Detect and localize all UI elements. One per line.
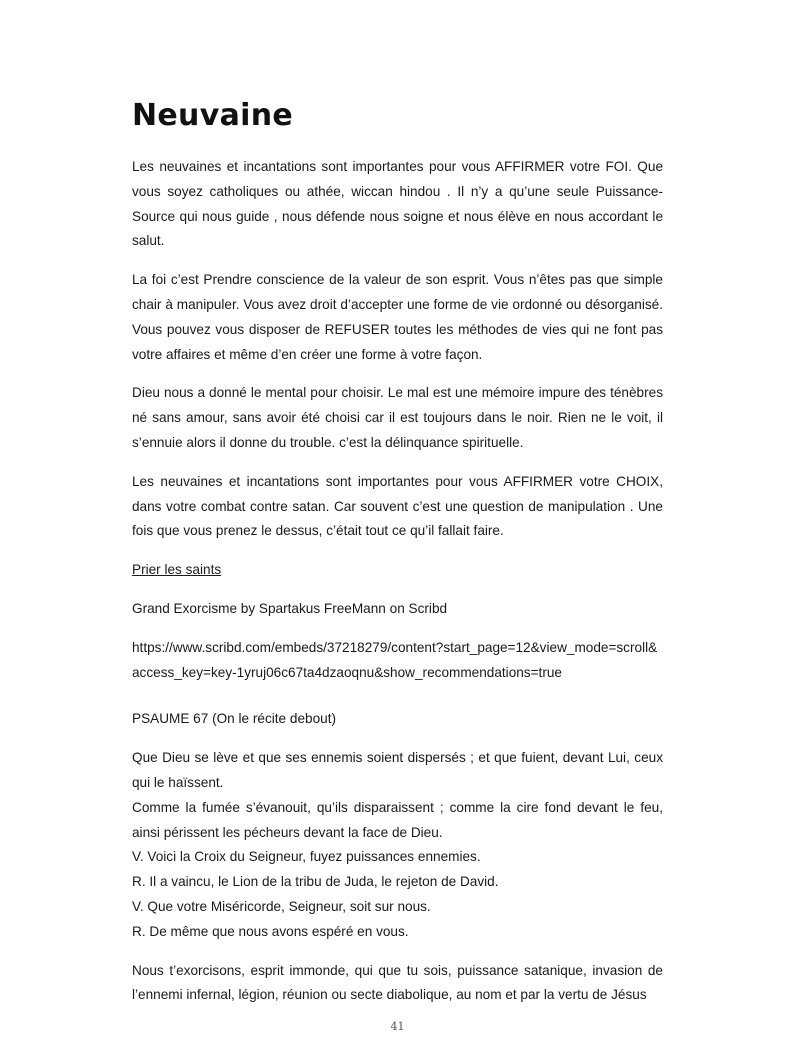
exorcism-paragraph: Nous t’exorcisons, esprit immonde, qui que tu sois, puissance satanique, invasion de l’ennemi infernal, légion, réunion ou secte diabolique, au nom et par la vertu de Jésus: [132, 962, 663, 1003]
psalm-line: R. De même que nous avons espéré en vous.: [132, 923, 409, 939]
scribd-url[interactable]: https://www.scribd.com/embeds/37218279/content?start_page=12&view_mode=scroll&access_key=key-1yruj06c67ta4dzaoqnu&show_recommendations=true: [132, 639, 658, 680]
psalm-line: V. Voici la Croix du Seigneur, fuyez puissances ennemies.: [132, 849, 481, 865]
psalm-line: V. Que votre Miséricorde, Seigneur, soit sur nous.: [132, 898, 431, 914]
paragraph-2: La foi c’est Prendre conscience de la valeur de son esprit. Vous n’êtes pas que simple chair à manipuler. Vous avez droit d’accepter une forme de vie ordonné ou désorganisé. Vous pouvez vous disposer de REFUSER toutes les méthodes de vies qui ne font pas votre affaires et même d’en créer une forme à votre façon.: [132, 272, 663, 362]
prier-les-saints-link[interactable]: [132, 558, 663, 583]
page-title: Neuvaine: [132, 98, 293, 133]
paragraph-1: Les neuvaines et incantations sont importantes pour vous AFFIRMER votre FOI. Que vous soyez catholiques ou athée, wiccan hindou . Il n’y a qu’une seule Puissance-Source qui nous guide , nous défende nous soigne et nous élève en nous accordant le salut.: [132, 159, 663, 249]
link-text[interactable]: Prier les saints: [132, 562, 222, 578]
paragraph-4: Les neuvaines et incantations sont importantes pour vous AFFIRMER votre CHOIX, dans votre combat contre satan. Car souvent c’est une question de manipulation . Une fois que vous prenez le dessus, c’était tout ce qu’il fallait faire.: [132, 473, 663, 539]
source-line: Grand Exorcisme by Spartakus FreeMann on Scribd: [132, 600, 448, 616]
psalm-title: PSAUME 67 (On le récite debout): [132, 711, 336, 727]
document-page: [132, 98, 663, 1022]
psalm-block: [132, 746, 663, 944]
psalm-line: Que Dieu se lève et que ses ennemis soient dispersés ; et que fuient, devant Lui, ceux qui le haïssent.: [132, 750, 663, 790]
psalm-line: Comme la fumée s’évanouit, qu’ils disparaissent ; comme la cire fond devant le feu, ainsi périssent les pécheurs devant la face de Dieu.: [132, 799, 663, 840]
body-text: [132, 155, 663, 1008]
paragraph-3: Dieu nous a donné le mental pour choisir. Le mal est une mémoire impure des ténèbres né sans amour, sans avoir été choisi car il est toujours dans le noir. Rien ne le voit, il s’ennuie alors il donne du trouble. c’est la délinquance spirituelle.: [132, 385, 663, 450]
page-number: 41: [390, 1020, 405, 1033]
psalm-line: R. Il a vaincu, le Lion de la tribu de Juda, le rejeton de David.: [132, 874, 499, 890]
